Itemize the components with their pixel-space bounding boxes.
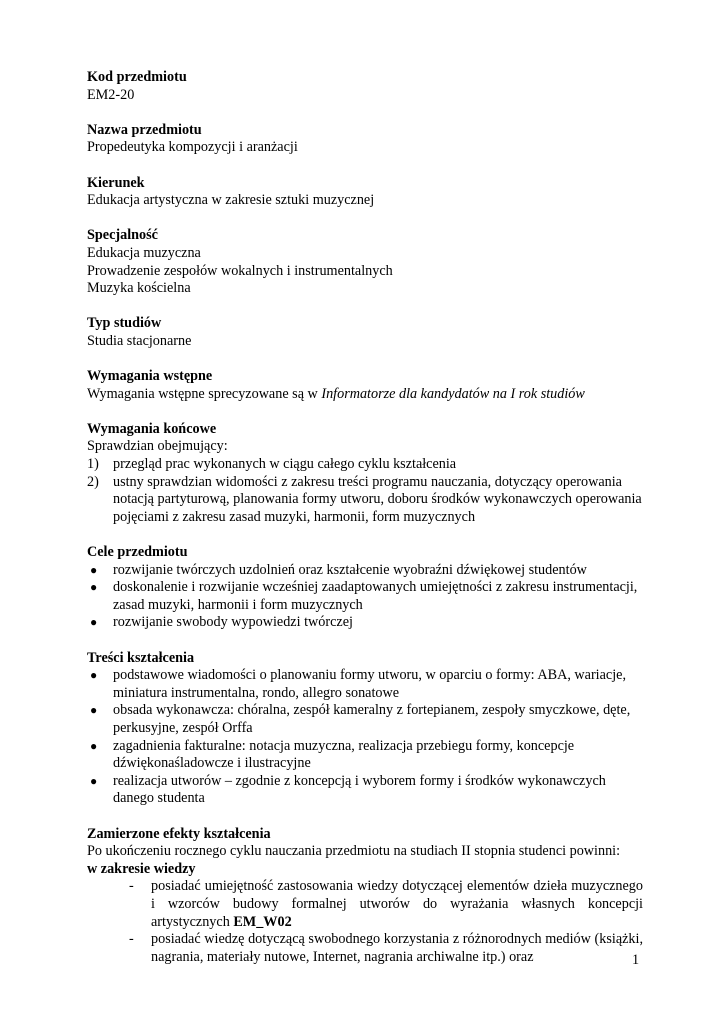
list-item <box>87 738 643 773</box>
course-code-value: EM2-20 <box>87 86 135 103</box>
list-item-text: ustny sprawdzian widomości z zakresu treści programu nauczania, dotyczący operowania notacją partyturową, planowania formy utworu, doboru środków wykonawczych operowania pojęciami z zakresu zasad muzyki, harmonii, form muzycznych <box>113 473 642 525</box>
final-requirements-heading: Wymagania końcowe <box>87 420 217 437</box>
field-value: Edukacja artystyczna w zakresie sztuki muzycznej <box>87 192 375 209</box>
prerequisites-text <box>87 386 643 404</box>
outcomes-intro: Po ukończeniu rocznego cyklu nauczania przedmiotu na studiach II stopnia studenci powinni: <box>87 843 621 860</box>
contents-list <box>87 667 643 808</box>
bullet-icon: ● <box>90 773 98 788</box>
list-item-text: posiadać wiedzę dotyczącą swobodnego korzystania z różnorodnych mediów (książki, nagrania, materiały nutowe, Internet, nagrania archiwalne itp.) oraz <box>151 931 643 965</box>
section-prerequisites <box>87 368 643 403</box>
bullet-icon: ● <box>90 562 98 577</box>
outcomes-heading: Zamierzone efekty kształcenia <box>87 825 271 842</box>
list-item <box>87 456 643 474</box>
contents-heading: Treści kształcenia <box>87 649 195 666</box>
course-code-heading: Kod przedmiotu <box>87 69 187 85</box>
outcomes-list <box>87 878 643 966</box>
list-item <box>87 667 643 702</box>
final-requirements-intro: Sprawdzian obejmujący: <box>87 438 228 455</box>
section-final-requirements <box>87 421 643 527</box>
bullet-icon: ● <box>90 668 98 683</box>
section-course-name <box>87 122 643 157</box>
study-type-heading: Typ studiów <box>87 315 162 332</box>
specialty-item: Muzyka kościelna <box>87 280 191 297</box>
list-number: 1) <box>87 456 99 473</box>
bullet-icon: ● <box>90 738 98 753</box>
page-number: 1 <box>632 952 640 968</box>
final-requirements-list <box>87 456 643 526</box>
section-course-code <box>87 69 643 104</box>
list-item <box>87 878 643 931</box>
list-item-text: przegląd prac wykonanych w ciągu całego cyklu kształcenia <box>113 456 457 473</box>
list-item <box>87 931 643 966</box>
dash-marker: - <box>129 931 134 948</box>
study-type-value: Studia stacjonarne <box>87 332 192 349</box>
section-goals <box>87 544 643 632</box>
prerequisites-heading: Wymagania wstępne <box>87 368 213 385</box>
list-item-text: obsada wykonawcza: chóralna, zespół kameralny z fortepianem, zespoły smyczkowe, dęte, perkusyjne, zespół Orffa <box>113 702 631 736</box>
list-item <box>87 579 643 614</box>
outcomes-subheading: w zakresie wiedzy <box>87 860 196 877</box>
section-field <box>87 175 643 210</box>
specialty-item: Prowadzenie zespołów wokalnych i instrumentalnych <box>87 262 393 279</box>
course-name-value: Propedeutyka kompozycji i aranżacji <box>87 139 298 156</box>
goals-heading: Cele przedmiotu <box>87 544 188 561</box>
list-item <box>87 702 643 737</box>
goals-list <box>87 562 643 632</box>
list-number: 2) <box>87 473 99 490</box>
list-item <box>87 474 643 527</box>
prerequisites-text-plain: Wymagania wstępne sprecyzowane są w <box>87 385 322 402</box>
list-item-text: posiadać umiejętność zastosowania wiedzy dotyczącej elementów dzieła muzycznego i wzorców budowy formalnej utworów do wyrażania własnych koncepcji artystycznych <box>151 878 643 930</box>
list-item <box>87 773 643 808</box>
list-item-text: rozwijanie swobody wypowiedzi twórczej <box>113 614 353 631</box>
list-item-text: doskonalenie i rozwijanie wcześniej zaadaptowanych umiejętności z zakresu instrumentacji, zasad muzyki, harmonii i form muzycznych <box>113 579 638 613</box>
prerequisites-text-italic: Informatorze dla kandydatów na I rok studiów <box>321 385 585 402</box>
list-item-text: podstawowe wiadomości o planowaniu formy utworu, w oparciu o formy: ABA, wariacje, miniatura instrumentalna, rondo, allegro sonatowe <box>113 667 627 701</box>
outcome-code: EM_W02 <box>233 913 292 930</box>
list-item-text: rozwijanie twórczych uzdolnień oraz kształcenie wyobraźni dźwiękowej studentów <box>113 561 587 578</box>
specialty-item: Edukacja muzyczna <box>87 244 201 261</box>
bullet-icon: ● <box>90 703 98 718</box>
bullet-icon: ● <box>90 580 98 595</box>
document-content <box>87 69 643 984</box>
list-item-text: zagadnienia fakturalne: notacja muzyczna, realizacja przebiegu formy, koncepcje dźwiękonaśladowcze i ilustracyjne <box>113 737 575 772</box>
specialty-heading: Specjalność <box>87 227 158 244</box>
list-item <box>87 562 643 580</box>
section-specialty <box>87 227 643 297</box>
section-outcomes <box>87 826 643 967</box>
course-name-heading: Nazwa przedmiotu <box>87 121 202 138</box>
list-item-text: realizacja utworów – zgodnie z koncepcją i wyborem formy i środków wykonawczych danego studenta <box>113 772 606 807</box>
list-item <box>87 614 643 632</box>
dash-marker: - <box>129 878 134 895</box>
section-study-type <box>87 315 643 350</box>
section-contents <box>87 650 643 808</box>
field-heading: Kierunek <box>87 174 145 191</box>
bullet-icon: ● <box>90 615 98 630</box>
